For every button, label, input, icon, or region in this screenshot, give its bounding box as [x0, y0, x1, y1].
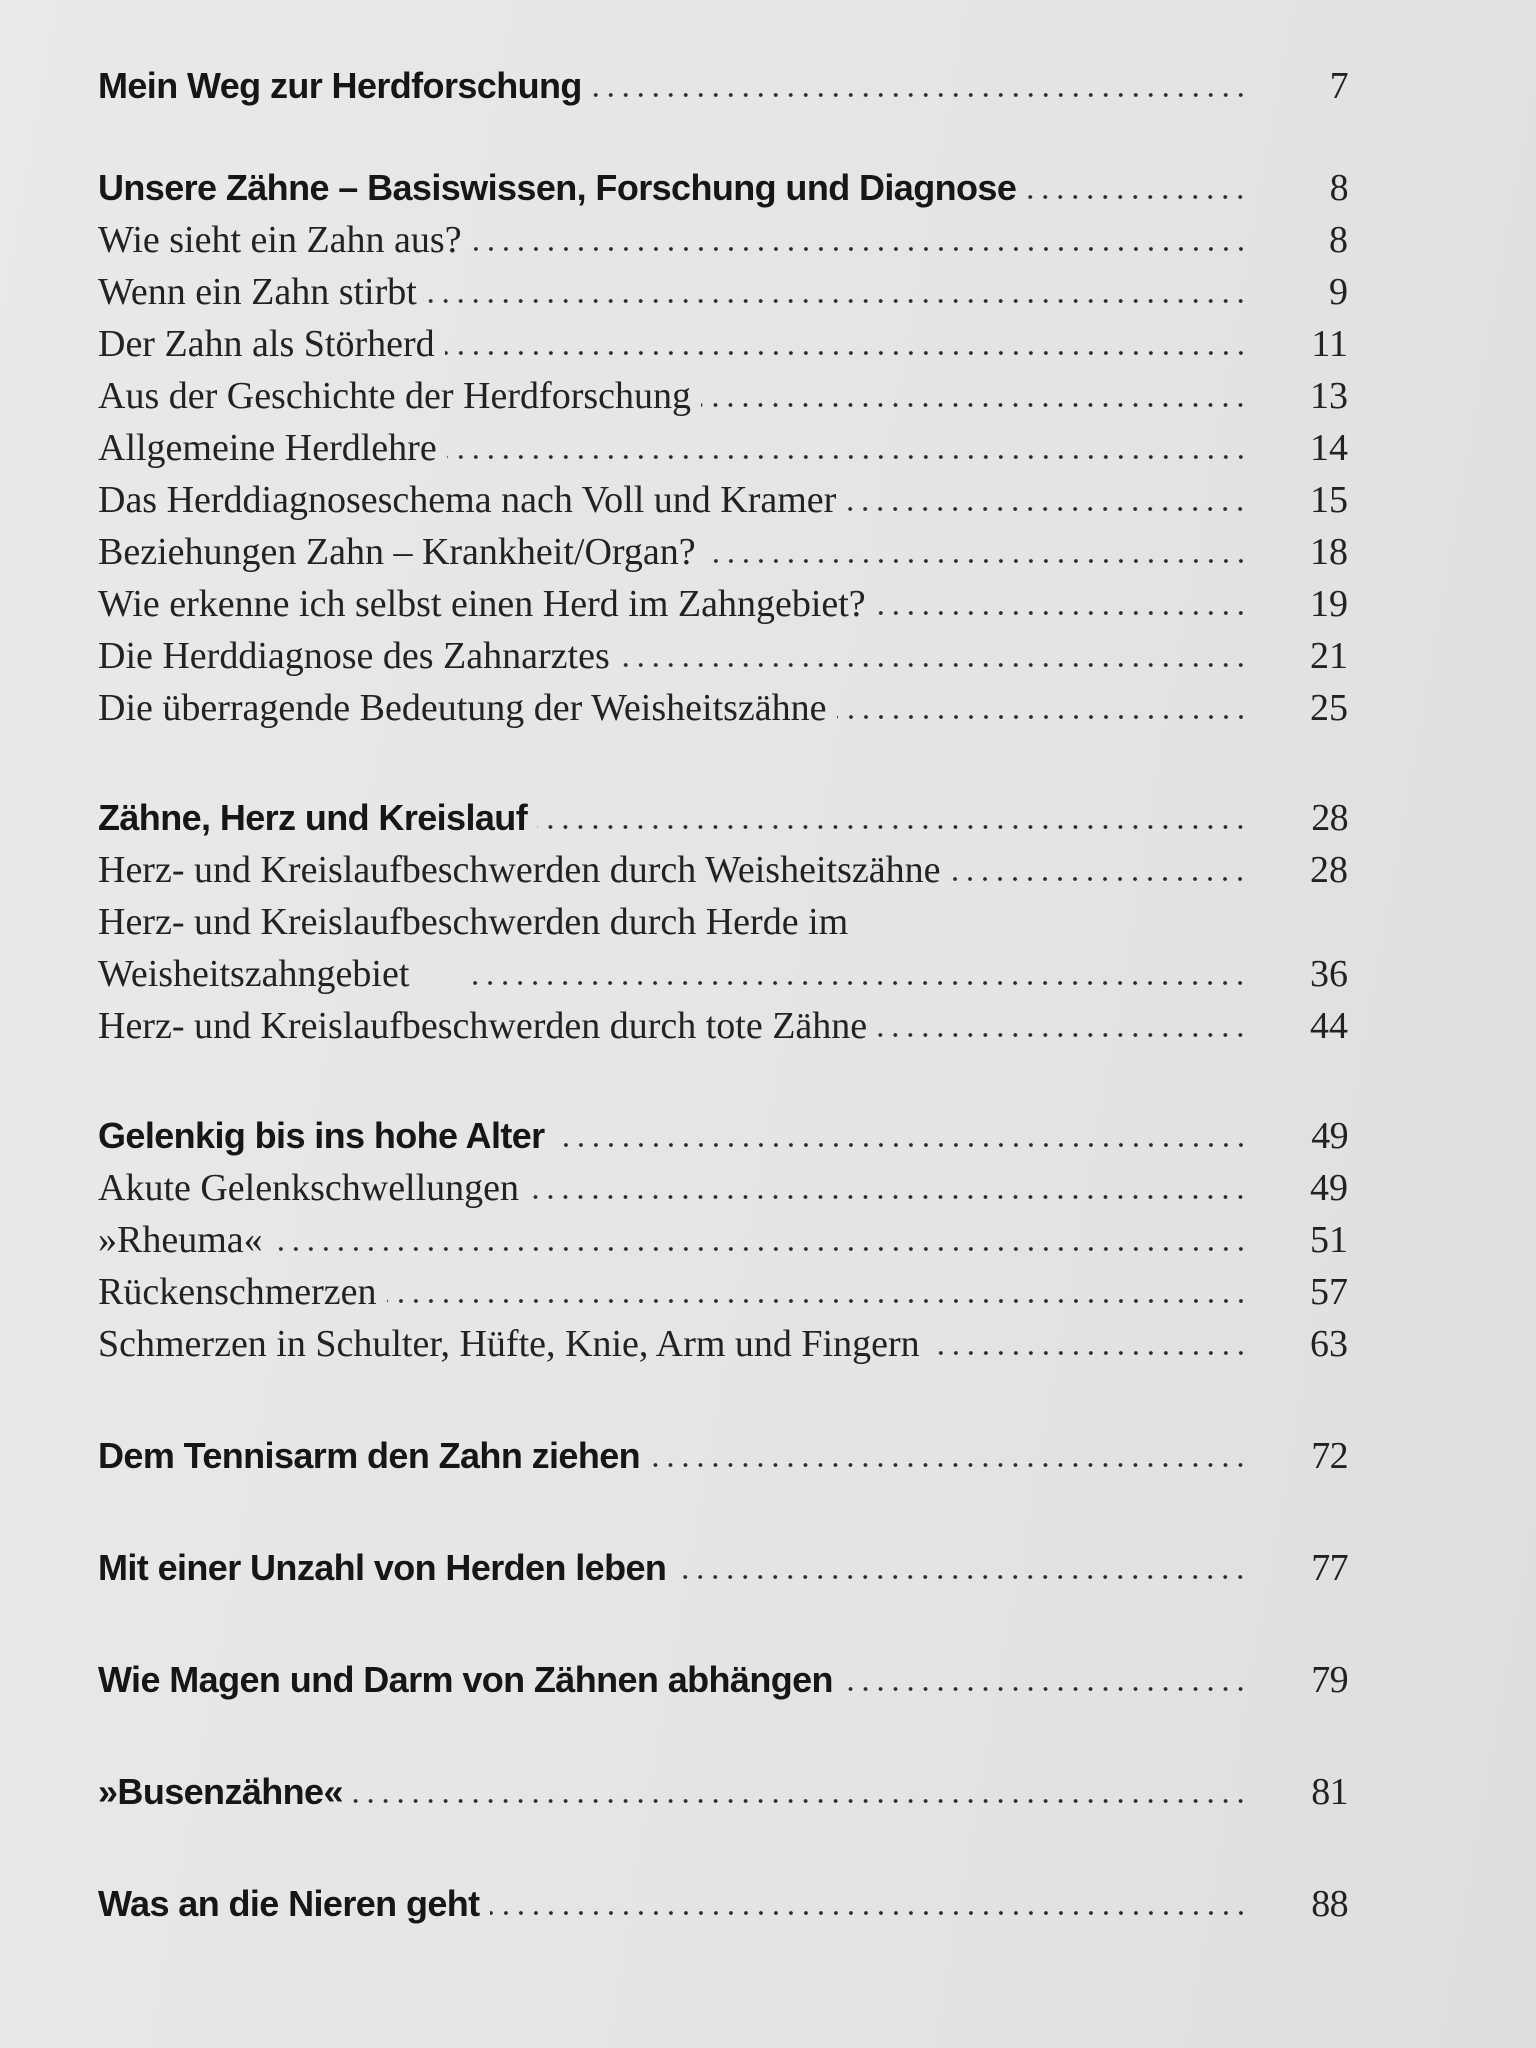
dot-leader: [950, 876, 1248, 882]
entry-title: Herz- und Kreislaufbeschwerden durch Weisheitszähne: [98, 849, 941, 891]
toc-chapter: [98, 162, 1348, 214]
page-number: 11: [1311, 323, 1348, 365]
dot-leader: [427, 298, 1248, 304]
dot-leader: [469, 980, 1248, 986]
entry-title: Herz- und Kreislaufbeschwerden durch Herde im: [98, 901, 849, 943]
toc-entry: [98, 1318, 1348, 1370]
page-number: 81: [1311, 1771, 1348, 1813]
page-number: 51: [1310, 1219, 1348, 1261]
entry-title: Rückenschmerzen: [98, 1271, 377, 1313]
toc-entry: [98, 526, 1348, 578]
entry-title: Der Zahn als Störherd: [98, 323, 435, 365]
chapter-title: Zähne, Herz und Kreislauf: [98, 797, 528, 838]
entry-title: Wenn ein Zahn stirbt: [98, 271, 417, 313]
entry-title: Schmerzen in Schulter, Hüfte, Knie, Arm und Fingern: [98, 1323, 920, 1365]
chapter-title: Gelenkig bis ins hohe Alter: [98, 1115, 545, 1156]
entry-title: Wie sieht ein Zahn aus?: [98, 219, 462, 261]
dot-leader: [837, 714, 1248, 720]
toc-entry: [98, 422, 1348, 474]
toc-entry: [98, 370, 1348, 422]
page-number: 77: [1311, 1547, 1348, 1589]
toc-entry: [98, 474, 1348, 526]
toc-entry: [98, 318, 1348, 370]
page-number: 49: [1311, 1115, 1348, 1157]
page-number: 9: [1329, 271, 1348, 313]
entry-title: Herz- und Kreislaufbeschwerden durch tote Zähne: [98, 1005, 868, 1047]
toc-entry: [98, 1000, 1348, 1052]
dot-leader: [273, 1246, 1248, 1252]
dot-leader: [620, 662, 1248, 668]
toc-entry: [98, 214, 1348, 266]
page-number: 79: [1311, 1659, 1348, 1701]
toc-chapter: [98, 60, 1348, 112]
dot-leader: [387, 1298, 1248, 1304]
chapter-title: »Busenzähne«: [98, 1771, 343, 1812]
page-number: 14: [1310, 427, 1348, 469]
toc-entry: [98, 1214, 1348, 1266]
chapter-title: Wie Magen und Darm von Zähnen abhängen: [98, 1659, 833, 1700]
toc-chapter: [98, 1430, 1348, 1482]
entry-title: Die überragende Bedeutung der Weisheitszähne: [98, 687, 827, 729]
toc-entry: [98, 948, 1348, 1000]
toc-entry: [98, 630, 1348, 682]
dot-leader: [529, 1194, 1248, 1200]
dot-leader: [592, 92, 1248, 98]
page-number: 15: [1310, 479, 1348, 521]
toc-chapter: [98, 1654, 1348, 1706]
entry-title: Die Herddiagnose des Zahnarztes: [98, 635, 610, 677]
dot-leader: [353, 1798, 1248, 1804]
page-number: 21: [1310, 635, 1348, 677]
dot-leader: [843, 1686, 1248, 1692]
toc-entry: [98, 1162, 1348, 1214]
dot-leader: [877, 1032, 1248, 1038]
chapter-title: Was an die Nieren geht: [98, 1883, 480, 1924]
page-number: 18: [1310, 531, 1348, 573]
dot-leader: [676, 1574, 1248, 1580]
dot-leader: [706, 558, 1248, 564]
toc-chapter: [98, 1766, 1348, 1818]
page-number: 8: [1329, 219, 1348, 261]
chapter-title: Mein Weg zur Herdforschung: [98, 65, 582, 106]
chapter-title: Unsere Zähne – Basiswissen, Forschung und Diagnose: [98, 167, 1017, 208]
page-number: 28: [1311, 797, 1348, 839]
chapter-title: Mit einer Unzahl von Herden leben: [98, 1547, 667, 1588]
toc-entry: [98, 266, 1348, 318]
dot-leader: [447, 454, 1248, 460]
page-number: 44: [1310, 1005, 1348, 1047]
page-number: 49: [1310, 1167, 1348, 1209]
page-number: 25: [1310, 687, 1348, 729]
page-number: 72: [1311, 1435, 1348, 1477]
dot-leader: [650, 1462, 1248, 1468]
page-number: 19: [1310, 583, 1348, 625]
dot-leader: [876, 610, 1248, 616]
dot-leader: [555, 1142, 1248, 1148]
toc-entry: [98, 682, 1348, 734]
entry-title: Wie erkenne ich selbst einen Herd im Zahngebiet?: [98, 583, 866, 625]
dot-leader: [701, 402, 1248, 408]
toc-chapter: [98, 792, 1348, 844]
page-number: 7: [1329, 65, 1348, 107]
dot-leader: [930, 1350, 1248, 1356]
page-number: 28: [1310, 849, 1348, 891]
entry-title: Das Herddiagnoseschema nach Voll und Kramer: [98, 479, 837, 521]
entry-title: Weisheitszahngebiet: [98, 953, 410, 995]
entry-title: Beziehungen Zahn – Krankheit/Organ?: [98, 531, 696, 573]
toc-entry: [98, 844, 1348, 896]
toc-chapter: [98, 1878, 1348, 1930]
page-number: 13: [1310, 375, 1348, 417]
entry-title: Allgemeine Herdlehre: [98, 427, 437, 469]
page-number: 57: [1310, 1271, 1348, 1313]
dot-leader: [490, 1910, 1248, 1916]
table-of-contents: [98, 60, 1348, 1930]
page-number: 36: [1310, 953, 1348, 995]
dot-leader: [537, 824, 1248, 830]
entry-title: Aus der Geschichte der Herdforschung: [98, 375, 692, 417]
toc-entry: [98, 578, 1348, 630]
page-number: 8: [1329, 167, 1348, 209]
dot-leader: [858, 928, 1248, 934]
page-number: 63: [1310, 1323, 1348, 1365]
entry-title: »Rheuma«: [98, 1219, 263, 1261]
toc-entry: [98, 896, 1348, 948]
dot-leader: [445, 350, 1248, 356]
dot-leader: [1026, 194, 1248, 200]
dot-leader: [472, 246, 1248, 252]
toc-entry: [98, 1266, 1348, 1318]
page-number: 88: [1311, 1883, 1348, 1925]
toc-chapter: [98, 1542, 1348, 1594]
entry-title: Akute Gelenkschwellungen: [98, 1167, 520, 1209]
chapter-title: Dem Tennisarm den Zahn ziehen: [98, 1435, 641, 1476]
toc-chapter: [98, 1110, 1348, 1162]
dot-leader: [846, 506, 1248, 512]
